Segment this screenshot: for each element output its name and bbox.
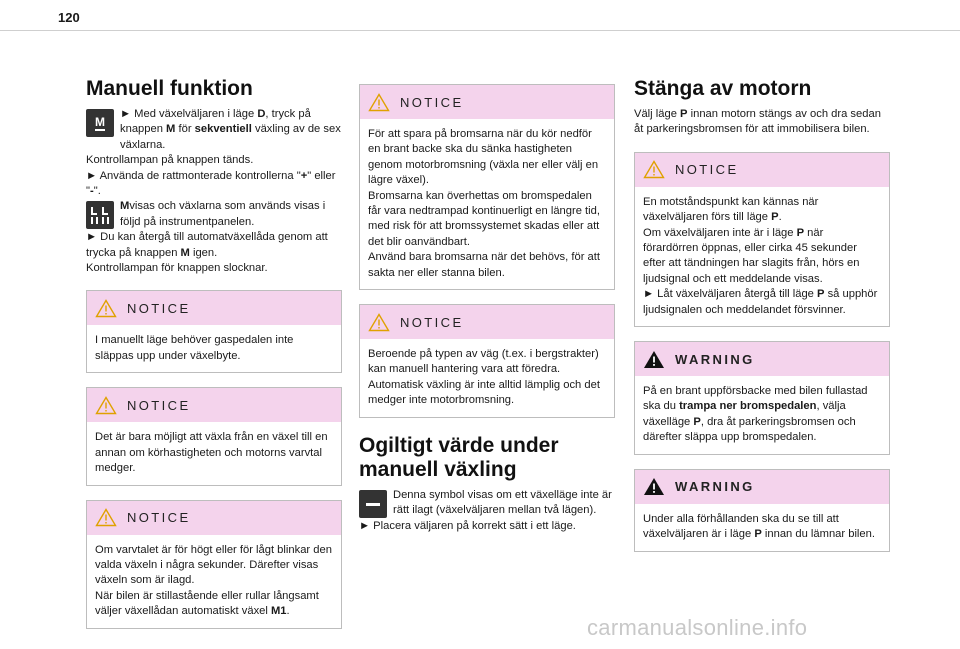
- notice-label: NOTICE: [675, 162, 739, 178]
- warning-label: WARNING: [675, 351, 755, 367]
- notice-triangle-icon: [95, 396, 117, 415]
- invalid-value-step: ► Placera väljaren på korrekt sätt i ett läge.: [359, 519, 576, 532]
- notice-label: NOTICE: [400, 94, 464, 110]
- page-number: 120: [58, 10, 80, 25]
- warning-text: På en brant uppförsbacke med bilen fullastad ska du trampa ner bromspedalen, välja växelläge P, dra åt parkeringsbromsen och därefter släppa upp bromspedalen.: [643, 385, 868, 444]
- notice-triangle-icon: [643, 160, 665, 179]
- column-engine-off: [634, 76, 890, 552]
- manual-button-icon: [86, 109, 114, 137]
- notice-label: NOTICE: [127, 300, 191, 316]
- notice-label: NOTICE: [127, 510, 191, 525]
- invalid-gear-icon: [359, 490, 387, 518]
- manual-mode-step-3: ► Du kan återgå till automatväxellåda genom att trycka på knappen M igen.: [86, 231, 328, 259]
- column-manual-mode: [86, 76, 342, 629]
- warning-text: Under alla förhållanden ska du se till att växelväljaren är i läge P innan du lämnar bilen.: [643, 512, 875, 541]
- top-rule: [0, 30, 960, 31]
- notice-box: [359, 84, 615, 290]
- notice-triangle-icon: [95, 508, 117, 527]
- notice-label: NOTICE: [400, 314, 464, 330]
- warning-box: [634, 341, 890, 455]
- notice-box: [634, 152, 890, 327]
- manual-mode-step-1: M ► Med växelväljaren i läge D, tryck på knappen M för sekventiell växling av de sex växlarna.: [86, 107, 342, 153]
- notice-box: [86, 500, 342, 629]
- notice-text: Det är bara möjligt att växla från en växel till en annan om körhastigheten och motorns varvtal medger.: [95, 431, 328, 475]
- column-center: [359, 84, 615, 534]
- manual-mode-step-2: ► Använda de rattmonterade kontrollerna "+" eller "-".: [86, 169, 336, 198]
- watermark: carmanualsonline.info: [587, 615, 808, 640]
- svg-text:M: M: [95, 115, 105, 129]
- manual-mode-display: Mvisas och växlarna som används visas i följd på instrumentpanelen.: [86, 199, 342, 230]
- notice-text: Om varvtalet är för högt eller för lågt blinkar den valda växeln i några sekunder. Därefter visas växeln som är ilagd. När bilen är stillastående eller rullar långsamt väljer växellådan automatiskt växel M1.: [95, 543, 332, 618]
- manual-mode-lamp-off: Kontrollampan för knappen slocknar.: [86, 262, 268, 275]
- notice-text: För att spara på bromsarna när du kör nedför en brant backe ska du sänka hastigheten genom motorbromsning (växla ner eller välj en lägre växel). Bromsarna kan överhettas om bromspedalen får vara nedtrampad kontinuerligt en längre tid, med risk för att bromssystemet skadas eller att det blir oanvändbart. Använd bara bromsarna när det behövs, för att sakta ner eller stanna bilen.: [368, 128, 600, 279]
- section-title-invalid-value: Ogiltigt värde under manuell växling: [359, 433, 559, 481]
- notice-text: En motståndspunkt kan kännas när växelväljaren förs till läge P. Om växelväljaren inte är i läge P när förardörren öppnas, eller cirka 45 sekunder efter att tändningen har slagits från, hörs en ljudsignal och ett meddelande visas. ► Låt växelväljaren återgå till läge P så upphör ljudsignalen och meddelandet försvinner.: [643, 195, 878, 316]
- engine-off-text: Välj läge P innan motorn stängs av och dra sedan åt parkeringsbromsen för att immobilisera bilen.: [634, 108, 881, 136]
- gear-display-icon: [86, 201, 114, 229]
- notice-text: Beroende på typen av väg (t.ex. i bergstrakter) kan manuell hantering vara att föredra. Automatisk växling är inte alltid lämplig och det medger inte motorbromsning.: [368, 348, 600, 407]
- warning-triangle-icon: [643, 477, 665, 496]
- notice-text: I manuellt läge behöver gaspedalen inte släppas upp under växelbyte.: [95, 334, 294, 362]
- notice-box: [359, 304, 615, 418]
- notice-box: [86, 387, 342, 485]
- warning-triangle-icon: [643, 350, 665, 369]
- notice-triangle-icon: [368, 313, 390, 332]
- section-title-engine-off: Stänga av motorn: [634, 77, 812, 100]
- warning-label: WARNING: [675, 479, 755, 495]
- section-title-manual-mode: Manuell funktion: [86, 77, 253, 100]
- notice-box: [86, 290, 342, 373]
- notice-label: NOTICE: [127, 397, 191, 413]
- notice-triangle-icon: [368, 93, 390, 112]
- manual-mode-lamp-on: Kontrollampan på knappen tänds.: [86, 154, 254, 167]
- invalid-value-description: Denna symbol visas om ett växelläge inte är rätt ilagt (växelväljaren mellan två lägen).: [359, 488, 615, 519]
- notice-triangle-icon: [95, 299, 117, 318]
- warning-box: [634, 469, 890, 552]
